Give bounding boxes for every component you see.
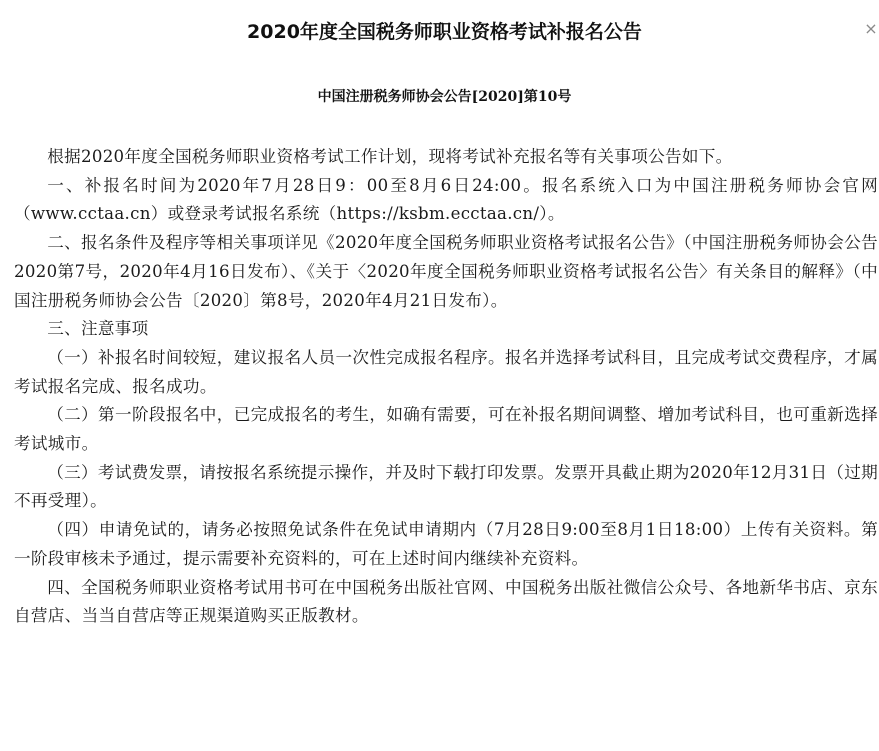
paragraph-notes-heading: 三、注意事项 [47, 319, 149, 339]
notice-body [14, 143, 878, 631]
paragraph-conditions: 二、报名条件及程序等相关事项详见《2020年度全国税务师职业资格考试报名公告》（中国注册税务师协会公告2020第7号，2020年4月16日发布）、《关于〈2020年度全国税务师职业资格考试报名公告〉有关条目的解释》（中国注册税务师协会公告〔2020〕第8号，2020年4月21日发布）。 [14, 233, 878, 310]
paragraph-textbooks: 四、全国税务师职业资格考试用书可在中国税务出版社官网、中国税务出版社微信公众号、各地新华书店、京东自营店、当当自营店等正规渠道购买正版教材。 [14, 577, 878, 626]
notice-number: 中国注册税务师协会公告[2020]第10号 [317, 89, 572, 105]
paragraph-registration-time: 一、补报名时间为2020年7月28日9：00至8月6日24:00。报名系统入口为中国注册税务师协会官网（www.cctaa.cn）或登录考试报名系统（https://ksbm.ecctaa.cn/）。 [14, 175, 878, 224]
paragraph-intro: 根据2020年度全国税务师职业资格考试工作计划，现将考试补充报名等有关事项公告如下。 [47, 147, 733, 166]
paragraph-note-1: （一）补报名时间较短，建议报名人员一次性完成报名程序。报名并选择考试科目，且完成考试交费程序，才属考试报名完成、报名成功。 [14, 347, 878, 396]
paragraph-note-3: （三）考试费发票，请按报名系统提示操作，并及时下载打印发票。发票开具截止期为2020年12月31日（过期不再受理）。 [14, 462, 878, 511]
paragraph-note-4: （四）申请免试的，请务必按照免试条件在免试申请期内（7月28日9:00至8月1日18:00）上传有关资料。第一阶段审核未予通过，提示需要补充资料的，可在上述时间内继续补充资料。 [14, 520, 878, 568]
paragraph-note-2: （二）第一阶段报名中，已完成报名的考生，如确有需要，可在补报名期间调整、增加考试科目，也可重新选择考试城市。 [14, 405, 878, 454]
close-icon[interactable]: × [864, 19, 878, 38]
dialog-title: 2020年度全国税务师职业资格考试补报名公告 [247, 21, 642, 43]
